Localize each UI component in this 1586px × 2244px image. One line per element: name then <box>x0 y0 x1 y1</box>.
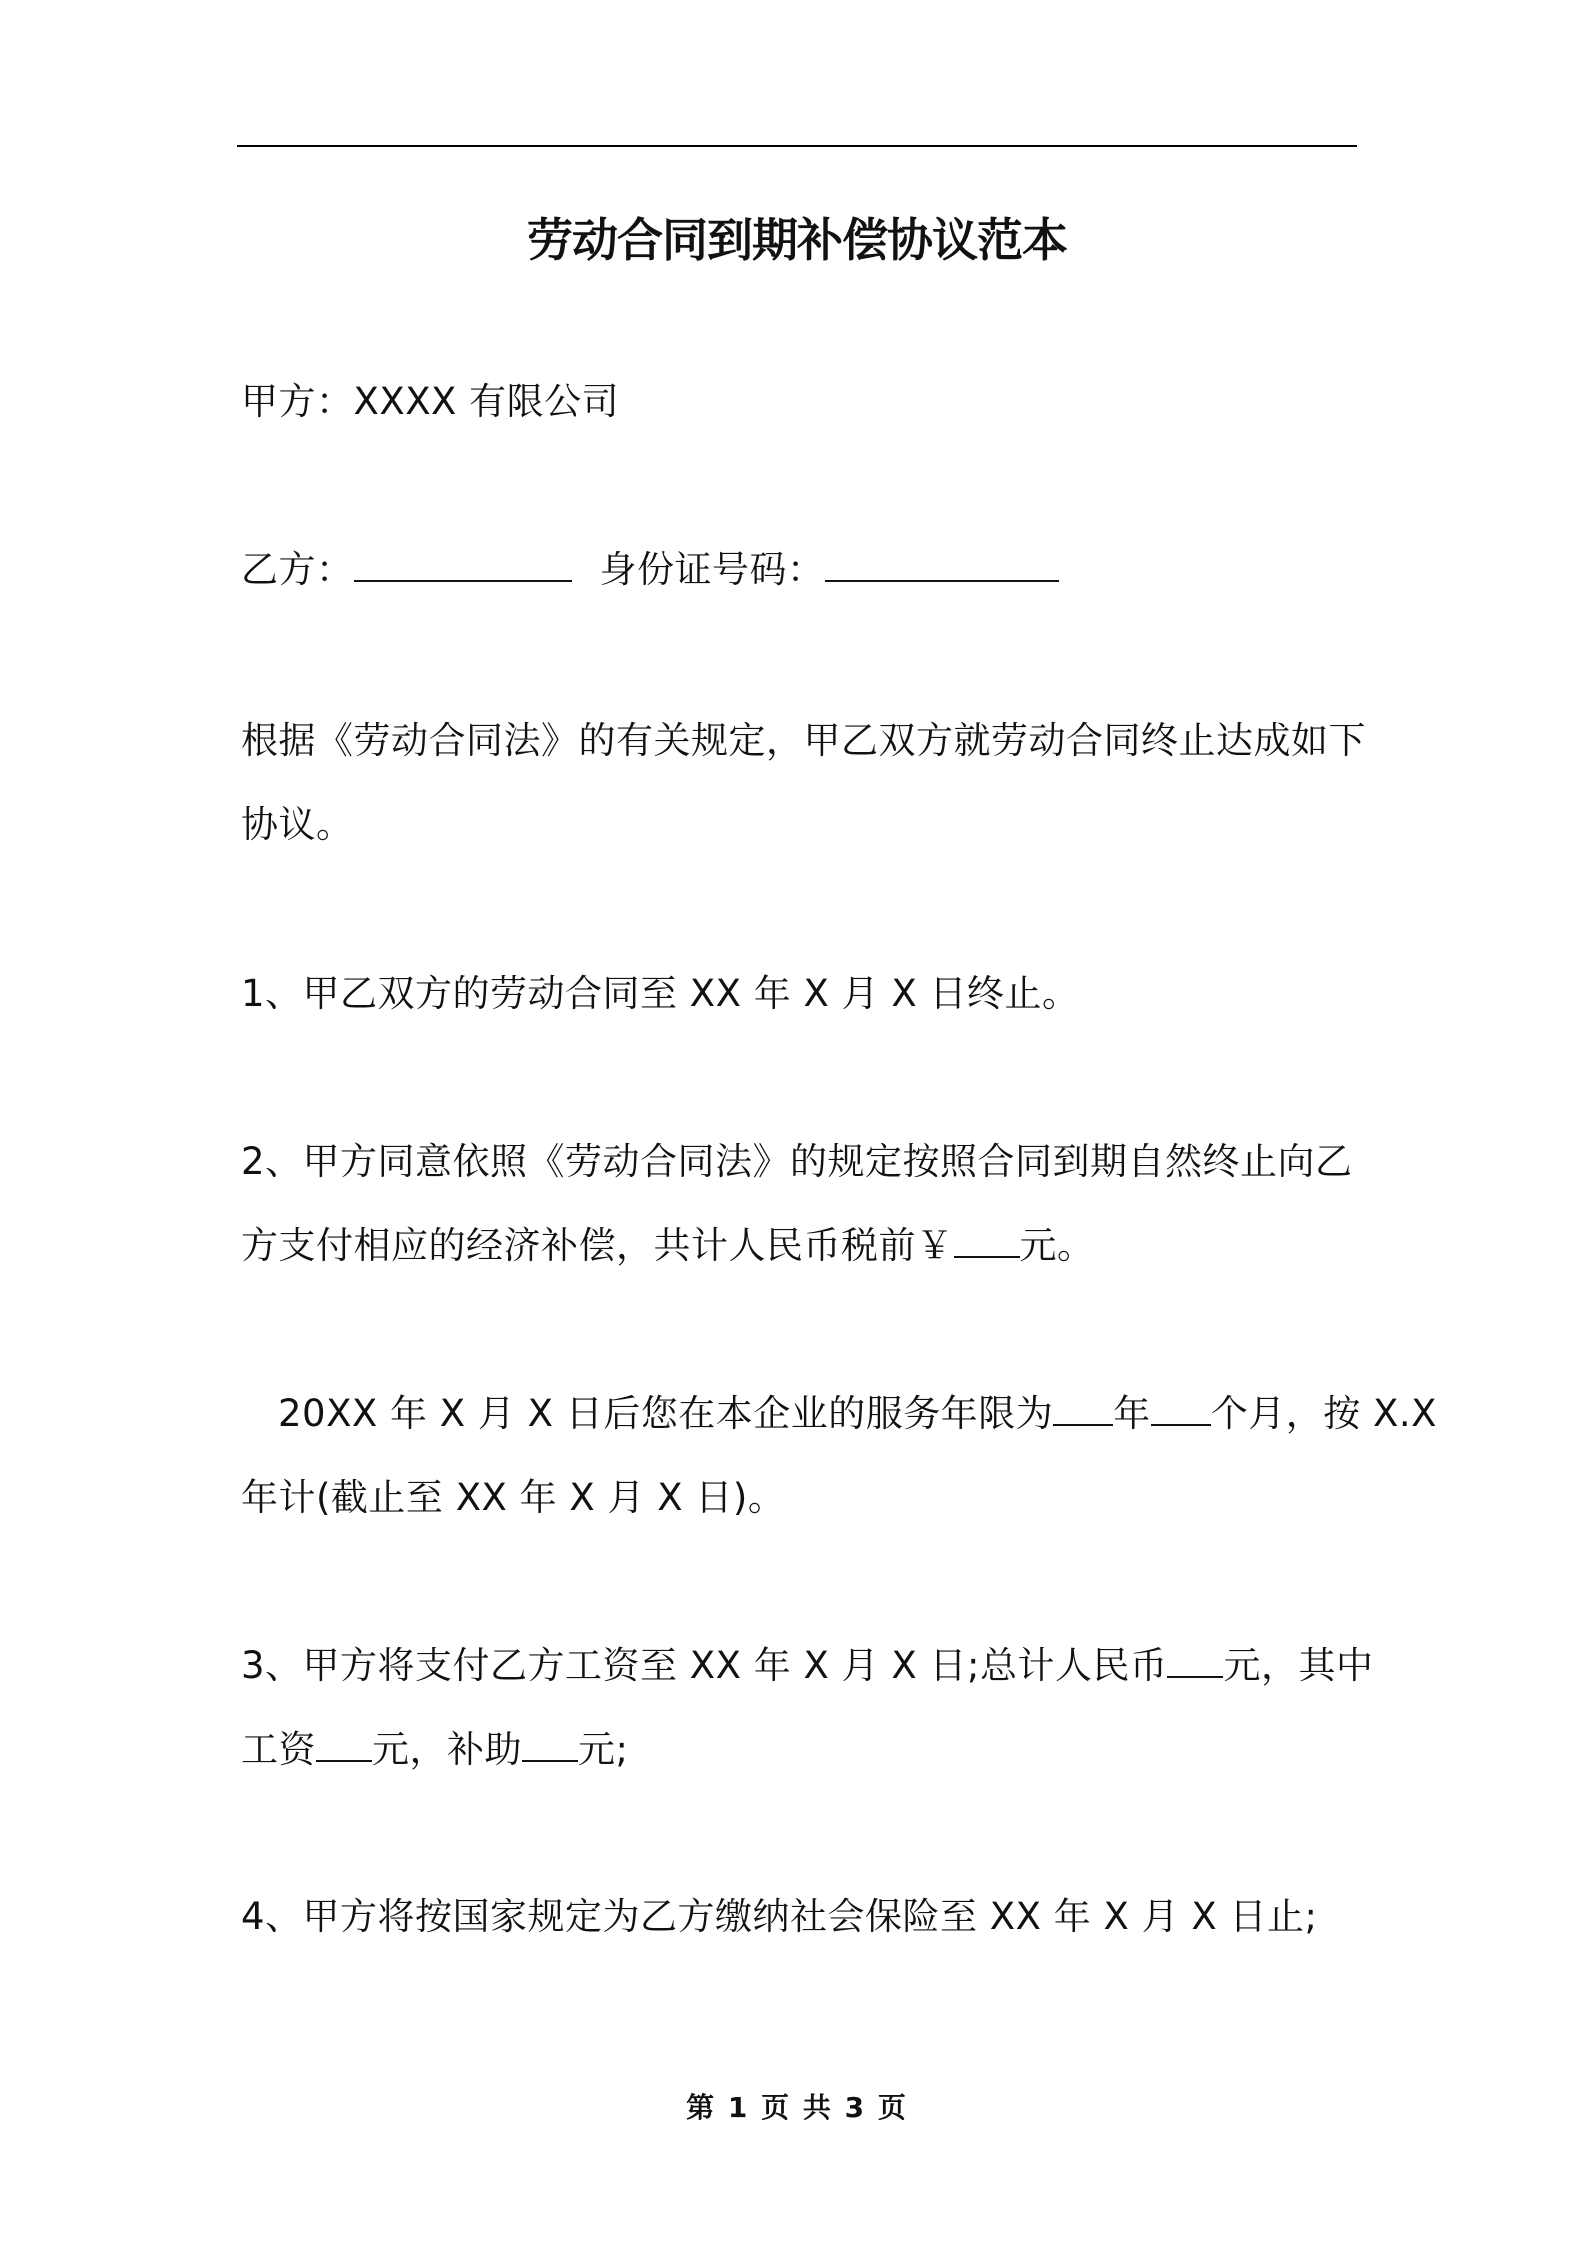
clause-3-text-4: 元，补助 <box>372 1728 522 1771</box>
clause-4-text: 4、甲方将按国家规定为乙方缴纳社会保险至 XX 年 X 月 X 日止; <box>241 1895 1318 1938</box>
id-number-blank[interactable] <box>825 545 1059 582</box>
header-rule <box>237 145 1357 147</box>
compensation-amount-blank[interactable] <box>954 1221 1020 1258</box>
party-a-label: 甲方： <box>241 380 354 423</box>
clause-3-text-1: 3、甲方将支付乙方工资至 XX 年 X 月 X 日;总计人民币 <box>241 1644 1168 1687</box>
clause-1 <box>241 952 1361 1036</box>
intro-paragraph <box>241 699 1366 867</box>
id-number-label: 身份证号码： <box>599 548 825 591</box>
clause-4 <box>241 1875 1361 1959</box>
intro-line-1: 根据《劳动合同法》的有关规定，甲乙双方就劳动合同终止达成如下 <box>241 719 1366 762</box>
clause-2-line-1: 2、甲方同意依照《劳动合同法》的规定按照合同到期自然终止向乙 <box>241 1140 1353 1183</box>
service-line-2: 年计(截止至 XX 年 X 月 X 日)。 <box>241 1476 786 1519</box>
party-b-line <box>241 528 1361 612</box>
total-amount-blank[interactable] <box>1167 1641 1223 1678</box>
clause-2-line-2-suffix: 元。 <box>1019 1224 1095 1267</box>
clause-2 <box>241 1120 1361 1288</box>
service-text-3: 个月，按 X.X <box>1210 1392 1437 1435</box>
clause-2-line-2 <box>241 1204 1361 1288</box>
service-line-1 <box>241 1372 1437 1456</box>
service-text-1: 20XX 年 X 月 X 日后您在本企业的服务年限为 <box>278 1392 1054 1435</box>
page-indicator: 第 1 页 共 3 页 <box>686 2091 908 2124</box>
clause-3-text-2: 元，其中 <box>1223 1644 1374 1687</box>
clause-3 <box>241 1624 1374 1792</box>
service-years-paragraph <box>241 1372 1437 1540</box>
clause-1-text: 1、甲乙双方的劳动合同至 XX 年 X 月 X 日终止。 <box>241 972 1080 1015</box>
intro-line-2: 协议。 <box>241 803 354 846</box>
service-years-blank[interactable] <box>1053 1389 1113 1426</box>
wage-amount-blank[interactable] <box>316 1725 372 1762</box>
party-b-name-blank[interactable] <box>354 545 572 582</box>
service-text-2: 年 <box>1113 1392 1151 1435</box>
service-months-blank[interactable] <box>1151 1389 1211 1426</box>
clause-3-line-2 <box>241 1708 1361 1792</box>
party-a-line <box>241 360 1361 444</box>
clause-3-text-3: 工资 <box>241 1728 316 1771</box>
clause-2-line-2-text: 方支付相应的经济补偿，共计人民币税前￥ <box>241 1224 954 1267</box>
subsidy-amount-blank[interactable] <box>522 1725 578 1762</box>
party-b-label: 乙方： <box>241 548 354 591</box>
clause-3-text-5: 元; <box>578 1728 629 1771</box>
clause-3-line-1 <box>241 1624 1374 1708</box>
party-a-value: XXXX 有限公司 <box>353 380 620 423</box>
document-title: 劳动合同到期补偿协议范本 <box>527 213 1067 267</box>
